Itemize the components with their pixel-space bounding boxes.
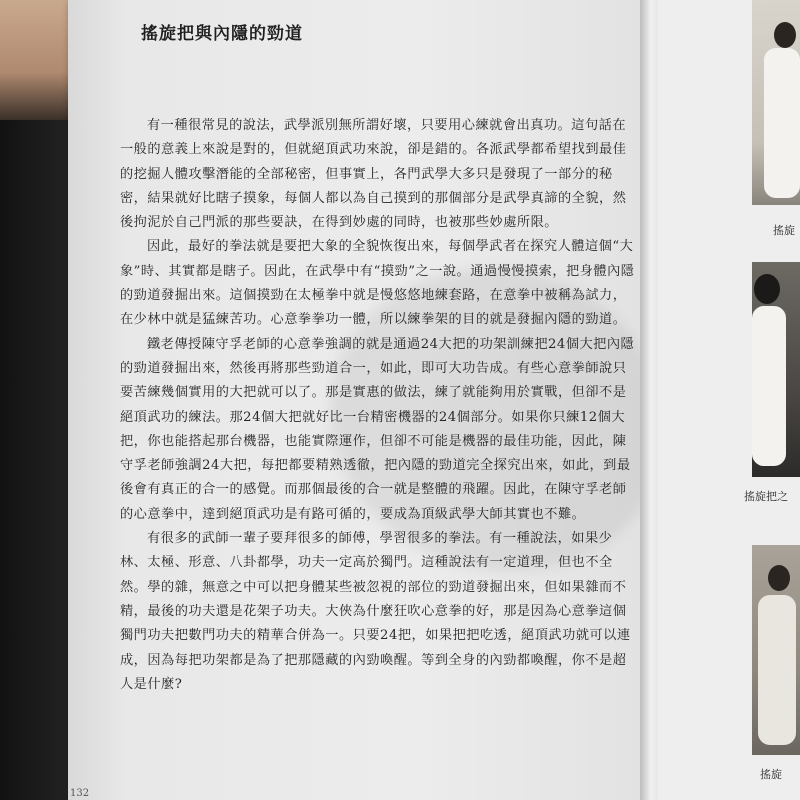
photo-caption-2: 搖旋把之 [744, 490, 788, 503]
page-title: 搖旋把與內隱的勁道 [141, 24, 303, 44]
body-text [120, 114, 635, 697]
photo-3 [752, 545, 800, 755]
paragraph-1: 有一種很常見的說法，武學派別無所謂好壞，只要用心練就會出真功。這句話在一般的意義上來說是對的，但就絕頂武功來說，卻是錯的。各派武學都希望找到最佳的挖掘人體攻擊潛能的全部秘密，但事實上，各門武學大多只是發現了一部分的秘密，結果就好比瞎子摸象，每個人都以為自己摸到的那個部分是武學真諦的全貌，然後拘泥於自己門派的那些要訣，在得到妙處的同時，也被那些妙處所限。 [120, 118, 627, 231]
person-head [768, 565, 790, 591]
person-head [754, 274, 780, 304]
page-number: 132 [70, 788, 90, 799]
photo-2 [752, 262, 800, 477]
person-head [774, 22, 796, 48]
photo-caption-1: 搖旋 [773, 224, 795, 237]
paragraph-2: 因此，最好的拳法就是要把大象的全貌恢復出來，每個學武者在探究人體這個“大象”時、其實都是瞎子。因此，在武學中有“摸勁”之一說。通過慢慢摸索，把身體內隱的勁道發掘出來。這個摸勁在太極拳中就是慢悠悠地練套路，在意拳中被稱為試力，在少林中就是猛練苦功。心意拳拳功一體，所以練拳架的目的就是發掘內隱的勁道。 [120, 239, 635, 328]
paragraph-3: 鐵老傳授陳守孚老師的心意拳強調的就是通過24大把的功架訓練把24個大把內隱的勁道發掘出來，然後再將那些勁道合一，如此，即可大功告成。有些心意拳師說只要苦練幾個實用的大把就可以了。那是實惠的做法，練了就能夠用於實戰，但卻不是絕頂武功的練法。那24個大把就好比一台精密機器的24個部分。如果你只練12個大把，你也能搭起那台機器，也能實際運作，但卻不可能是機器的最佳功能，因此，陳守孚老師強調24大把，每把都要精熟透徹，把內隱的勁道完全探究出來，如此，到最後會有真正的合一的感覺。而那個最後的合一就是整體的飛躍。因此，在陳守孚老師的心意拳中，達到絕頂武功是有路可循的，要成為頂級武學大師其實也不難。 [120, 336, 635, 522]
person-figure [758, 595, 796, 745]
paragraph-4: 有很多的武師一輩子要拜很多的師傅，學習很多的拳法。有一種說法，如果少林、太極、形意、八卦都學，功夫一定高於獨門。這種說法有一定道理，但也不全然。學的雜，無意之中可以把身體某些被忽視的部位的勁道發掘出來，但如果雜而不精，最後的功夫還是花架子功夫。大俠為什麼狂吹心意拳的好，那是因為心意拳這個獨門功夫把數門功夫的精華合併為一。只要24把，如果把把吃透，絕頂武功就可以連成，因為每把功架都是為了把那隱藏的內勁喚醒。等到全身的內勁都喚醒，你不是超人是什麼? [120, 531, 631, 692]
person-figure [752, 306, 786, 466]
person-figure [764, 48, 800, 198]
photo-1 [752, 0, 800, 205]
book-gutter [640, 0, 658, 800]
photo-caption-3: 搖旋 [760, 768, 782, 781]
